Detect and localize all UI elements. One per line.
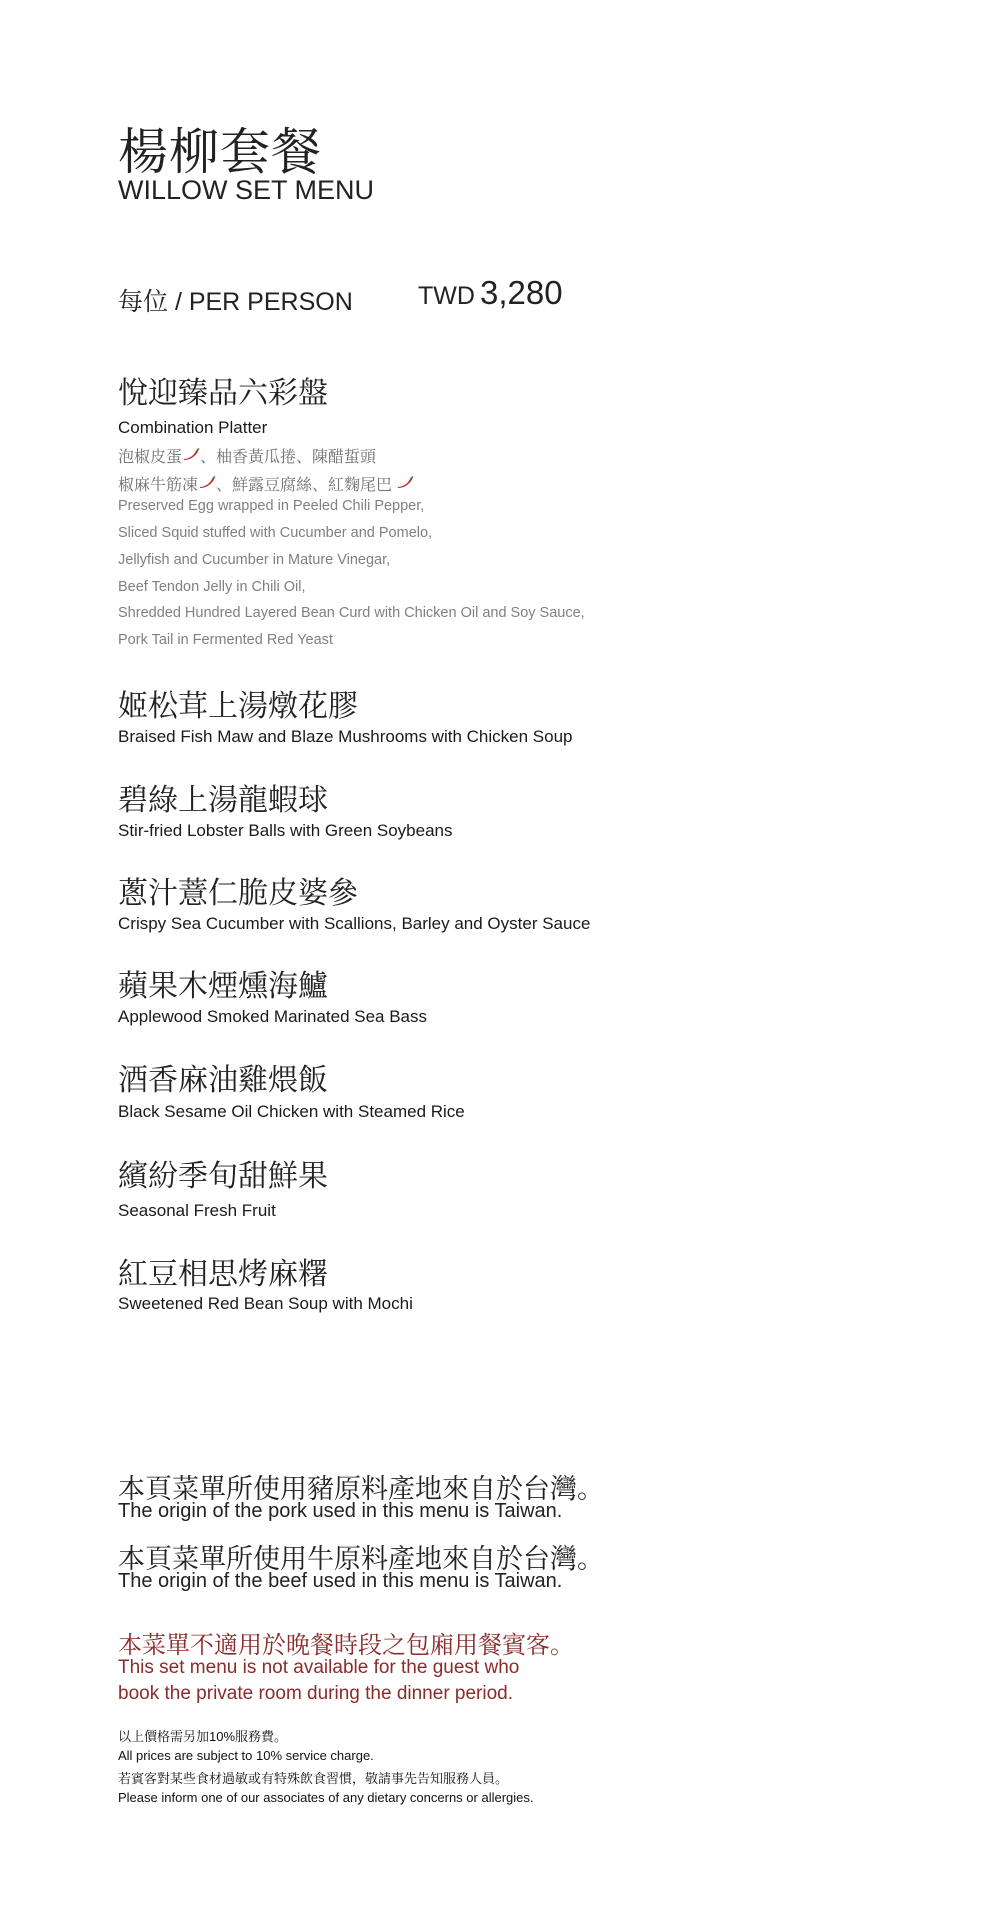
dish-1-item-en: Pork Tail in Fermented Red Yeast xyxy=(118,632,333,648)
item-text: 、鮮露豆腐絲、紅麴尾巴 xyxy=(216,477,393,494)
dish-7-name-en: Seasonal Fresh Fruit xyxy=(118,1201,276,1220)
price-currency: TWD xyxy=(418,282,475,310)
item-text: 、柚香黃瓜捲、陳醋蜇頭 xyxy=(200,449,377,466)
private-room-notice-zh: 本菜單不適用於晚餐時段之包廂用餐賓客。 xyxy=(118,1632,574,1659)
dish-2-name-zh: 姬松茸上湯燉花膠 xyxy=(118,690,358,723)
chili-pepper-icon xyxy=(198,477,216,493)
private-room-notice-en-line-2: book the private room during the dinner period. xyxy=(118,1683,514,1704)
price-amount: 3,280 xyxy=(480,274,563,311)
dish-5-name-en: Applewood Smoked Marinated Sea Bass xyxy=(118,1007,428,1026)
dish-3-name-en: Stir-fried Lobster Balls with Green Soybeans xyxy=(118,821,453,840)
dish-8-name-zh: 紅豆相思烤麻糬 xyxy=(118,1258,328,1291)
dish-1-items-zh-line-1 xyxy=(118,444,376,467)
service-charge-zh: 以上價格需另加10%服務費。 xyxy=(118,1729,288,1744)
dish-6-name-zh: 酒香麻油雞煨飯 xyxy=(118,1064,328,1097)
item-text: 泡椒皮蛋 xyxy=(118,449,183,466)
dish-6-name-en: Black Sesame Oil Chicken with Steamed Rice xyxy=(118,1102,465,1121)
allergy-notice-en: Please inform one of our associates of any dietary concerns or allergies. xyxy=(118,1790,534,1805)
dish-3-name-zh: 碧綠上湯龍蝦球 xyxy=(118,784,328,817)
beef-origin-zh: 本頁菜單所使用牛原料產地來自於台灣。 xyxy=(118,1544,604,1574)
dish-1-item-en: Jellyfish and Cucumber in Mature Vinegar, xyxy=(118,552,391,568)
pork-origin-en: The origin of the pork used in this menu is Taiwan. xyxy=(118,1500,563,1522)
allergy-notice-zh: 若賓客對某些食材過敏或有特殊飲食習慣，敬請事先告知服務人員。 xyxy=(118,1771,509,1786)
dish-2-name-en: Braised Fish Maw and Blaze Mushrooms with Chicken Soup xyxy=(118,727,573,746)
dish-1-name-zh: 悅迎臻品六彩盤 xyxy=(118,377,328,410)
dish-1-item-en: Shredded Hundred Layered Bean Curd with Chicken Oil and Soy Sauce, xyxy=(118,605,585,621)
dish-1-item-en: Preserved Egg wrapped in Peeled Chili Pepper, xyxy=(118,498,425,514)
dish-1-name-en: Combination Platter xyxy=(118,418,268,437)
dish-8-name-en: Sweetened Red Bean Soup with Mochi xyxy=(118,1294,413,1313)
dish-7-name-zh: 繽紛季旬甜鮮果 xyxy=(118,1160,328,1193)
service-charge-en: All prices are subject to 10% service charge. xyxy=(118,1748,374,1763)
dish-5-name-zh: 蘋果木煙燻海鱸 xyxy=(118,970,328,1003)
chili-pepper-icon xyxy=(182,449,200,465)
private-room-notice-en-line-1: This set menu is not available for the guest who xyxy=(118,1657,520,1678)
price-label: 每位 / PER PERSON xyxy=(118,288,353,316)
item-text: 椒麻牛筋凍 xyxy=(118,477,199,494)
chili-pepper-icon xyxy=(396,477,414,493)
pork-origin-zh: 本頁菜單所使用豬原料產地來自於台灣。 xyxy=(118,1474,604,1504)
menu-title-en: WILLOW SET MENU xyxy=(118,175,375,205)
price-row xyxy=(118,276,818,316)
dish-1-item-en: Sliced Squid stuffed with Cucumber and Pomelo, xyxy=(118,525,433,541)
dish-1-item-en: Beef Tendon Jelly in Chili Oil, xyxy=(118,579,306,595)
dish-4-name-zh: 蔥汁薏仁脆皮婆參 xyxy=(118,877,358,910)
menu-title-zh: 楊柳套餐 xyxy=(118,124,322,180)
dish-4-name-en: Crispy Sea Cucumber with Scallions, Barley and Oyster Sauce xyxy=(118,914,591,933)
dish-1-items-zh-line-2 xyxy=(118,472,414,495)
beef-origin-en: The origin of the beef used in this menu is Taiwan. xyxy=(118,1570,563,1592)
